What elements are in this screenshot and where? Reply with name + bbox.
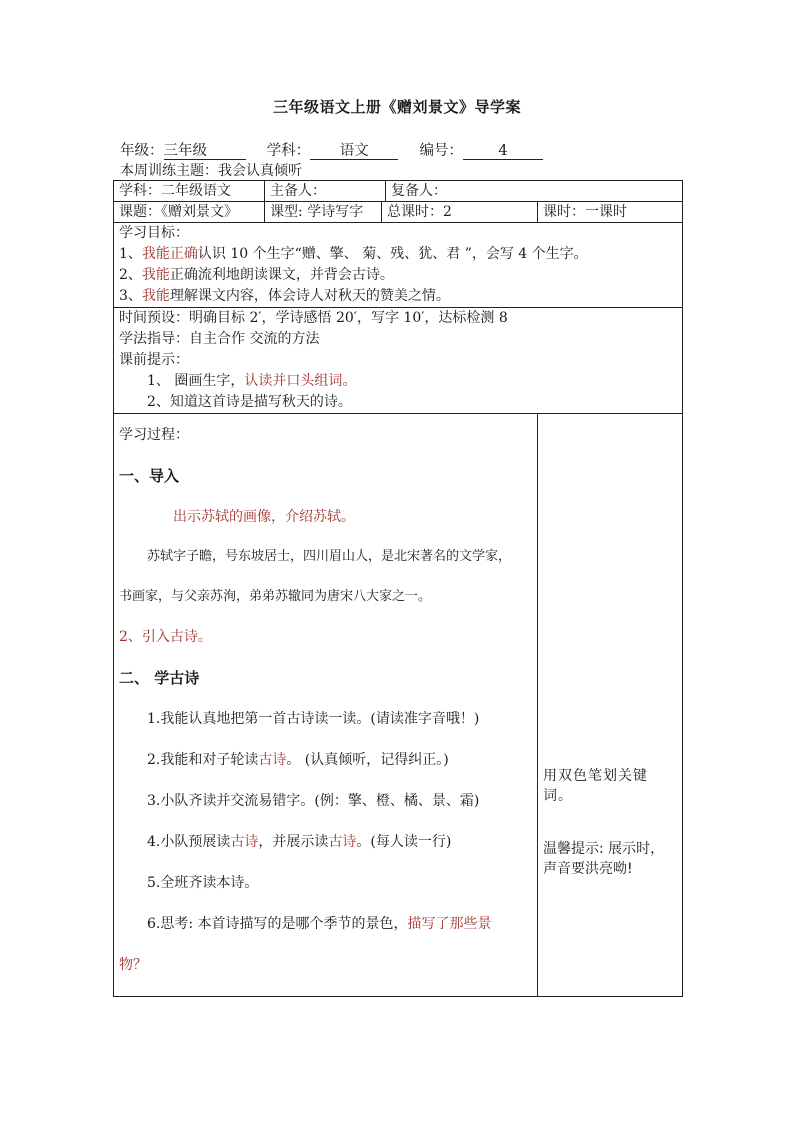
- su-shi-intro-line2: 书画家，与父亲苏洵，弟弟苏辙同为唐宋八大家之一。: [119, 589, 432, 604]
- step-item: 6.思考: 本首诗描写的是哪个季节的景色，描写了那些景: [147, 916, 492, 932]
- step-item: 3.小队齐读并交流易错字。(例：擎、橙、橘、景、霜): [147, 793, 480, 809]
- section-poem-heading: 二、 学古诗: [119, 669, 200, 687]
- grade-label: 年级：: [120, 143, 164, 159]
- step-item: 4.小队预展读古诗，并展示读古诗。(每人读一行): [147, 834, 452, 850]
- step-item: 1.我能认真地把第一首古诗读一读。(请读准字音哦！): [147, 711, 480, 727]
- lesson-table: [113, 180, 683, 997]
- tip-item: 1、 圈画生字，认读并口头组词。: [147, 373, 357, 389]
- goal-item: 2、我能正确流利地朗读课文，并背会古诗。: [119, 267, 394, 283]
- tip-item: 2、知道这首诗是描写秋天的诗。: [147, 394, 352, 410]
- time-plan: 时间预设：明确目标 2′，学诗感悟 20′，写字 10′，达标检测 8: [119, 310, 508, 326]
- introduce-poem: 2、引入古诗。: [119, 629, 212, 645]
- lesson-type-cell: 课型: 学诗写字: [265, 202, 382, 223]
- weekly-theme: 本周训练主题：我会认真倾听: [120, 163, 302, 179]
- method-guide: 学法指导：自主合作 交流的方法: [119, 331, 320, 347]
- period-cell: 课时：一课时: [538, 202, 683, 223]
- tips-heading: 课前提示：: [119, 352, 189, 368]
- step-item-continued: 物？: [119, 957, 147, 973]
- side-note-reminder: 温馨提示: 展示时，声音要洪亮呦!: [543, 841, 665, 877]
- plan-cell: [114, 308, 683, 414]
- document-title: 三年级语文上册《赠刘景文》导学案: [272, 98, 521, 116]
- grade-value: 三年级: [164, 143, 246, 160]
- subject-value: 语文: [310, 143, 398, 160]
- section-intro-heading: 一、导入: [119, 467, 180, 485]
- goals-heading: 学习目标：: [119, 225, 189, 241]
- show-portrait-text: 出示苏轼的画像，介绍苏轼。: [173, 509, 355, 525]
- total-periods-cell: 总课时：2: [382, 202, 538, 223]
- su-shi-intro-line1: 苏轼字子瞻，号东坡居士，四川眉山人，是北宋著名的文学家，: [147, 549, 512, 564]
- process-cell: [114, 414, 538, 997]
- subject-label: 学科：: [266, 143, 311, 159]
- preparer-cell: 主备人：: [265, 181, 386, 202]
- header-meta: [120, 139, 543, 160]
- goal-item: 3、我能理解课文内容，体会诗人对秋天的赞美之情。: [119, 288, 450, 304]
- number-value: 4: [463, 143, 543, 160]
- process-heading: 学习过程：: [119, 427, 189, 443]
- side-notes-cell: [538, 414, 683, 997]
- side-note-keywords: 用双色笔划关键词。: [543, 768, 648, 804]
- subject-cell: 学科：二年级语文: [114, 181, 265, 202]
- step-item: 5.全班齐读本诗。: [147, 875, 259, 891]
- step-item: 2.我能和对子轮读古诗。 (认真倾听，记得纠正。): [147, 752, 449, 768]
- goals-cell: [114, 223, 683, 308]
- goal-item: 1、我能正确认识 10 个生字“赠、擎、 菊、残、犹、君 ”，会写 4 个生字。: [119, 246, 588, 262]
- lesson-cell: 课题：《赠刘景文》: [114, 202, 265, 223]
- number-label: 编号：: [419, 143, 463, 159]
- reviewer-cell: 复备人：: [386, 181, 683, 202]
